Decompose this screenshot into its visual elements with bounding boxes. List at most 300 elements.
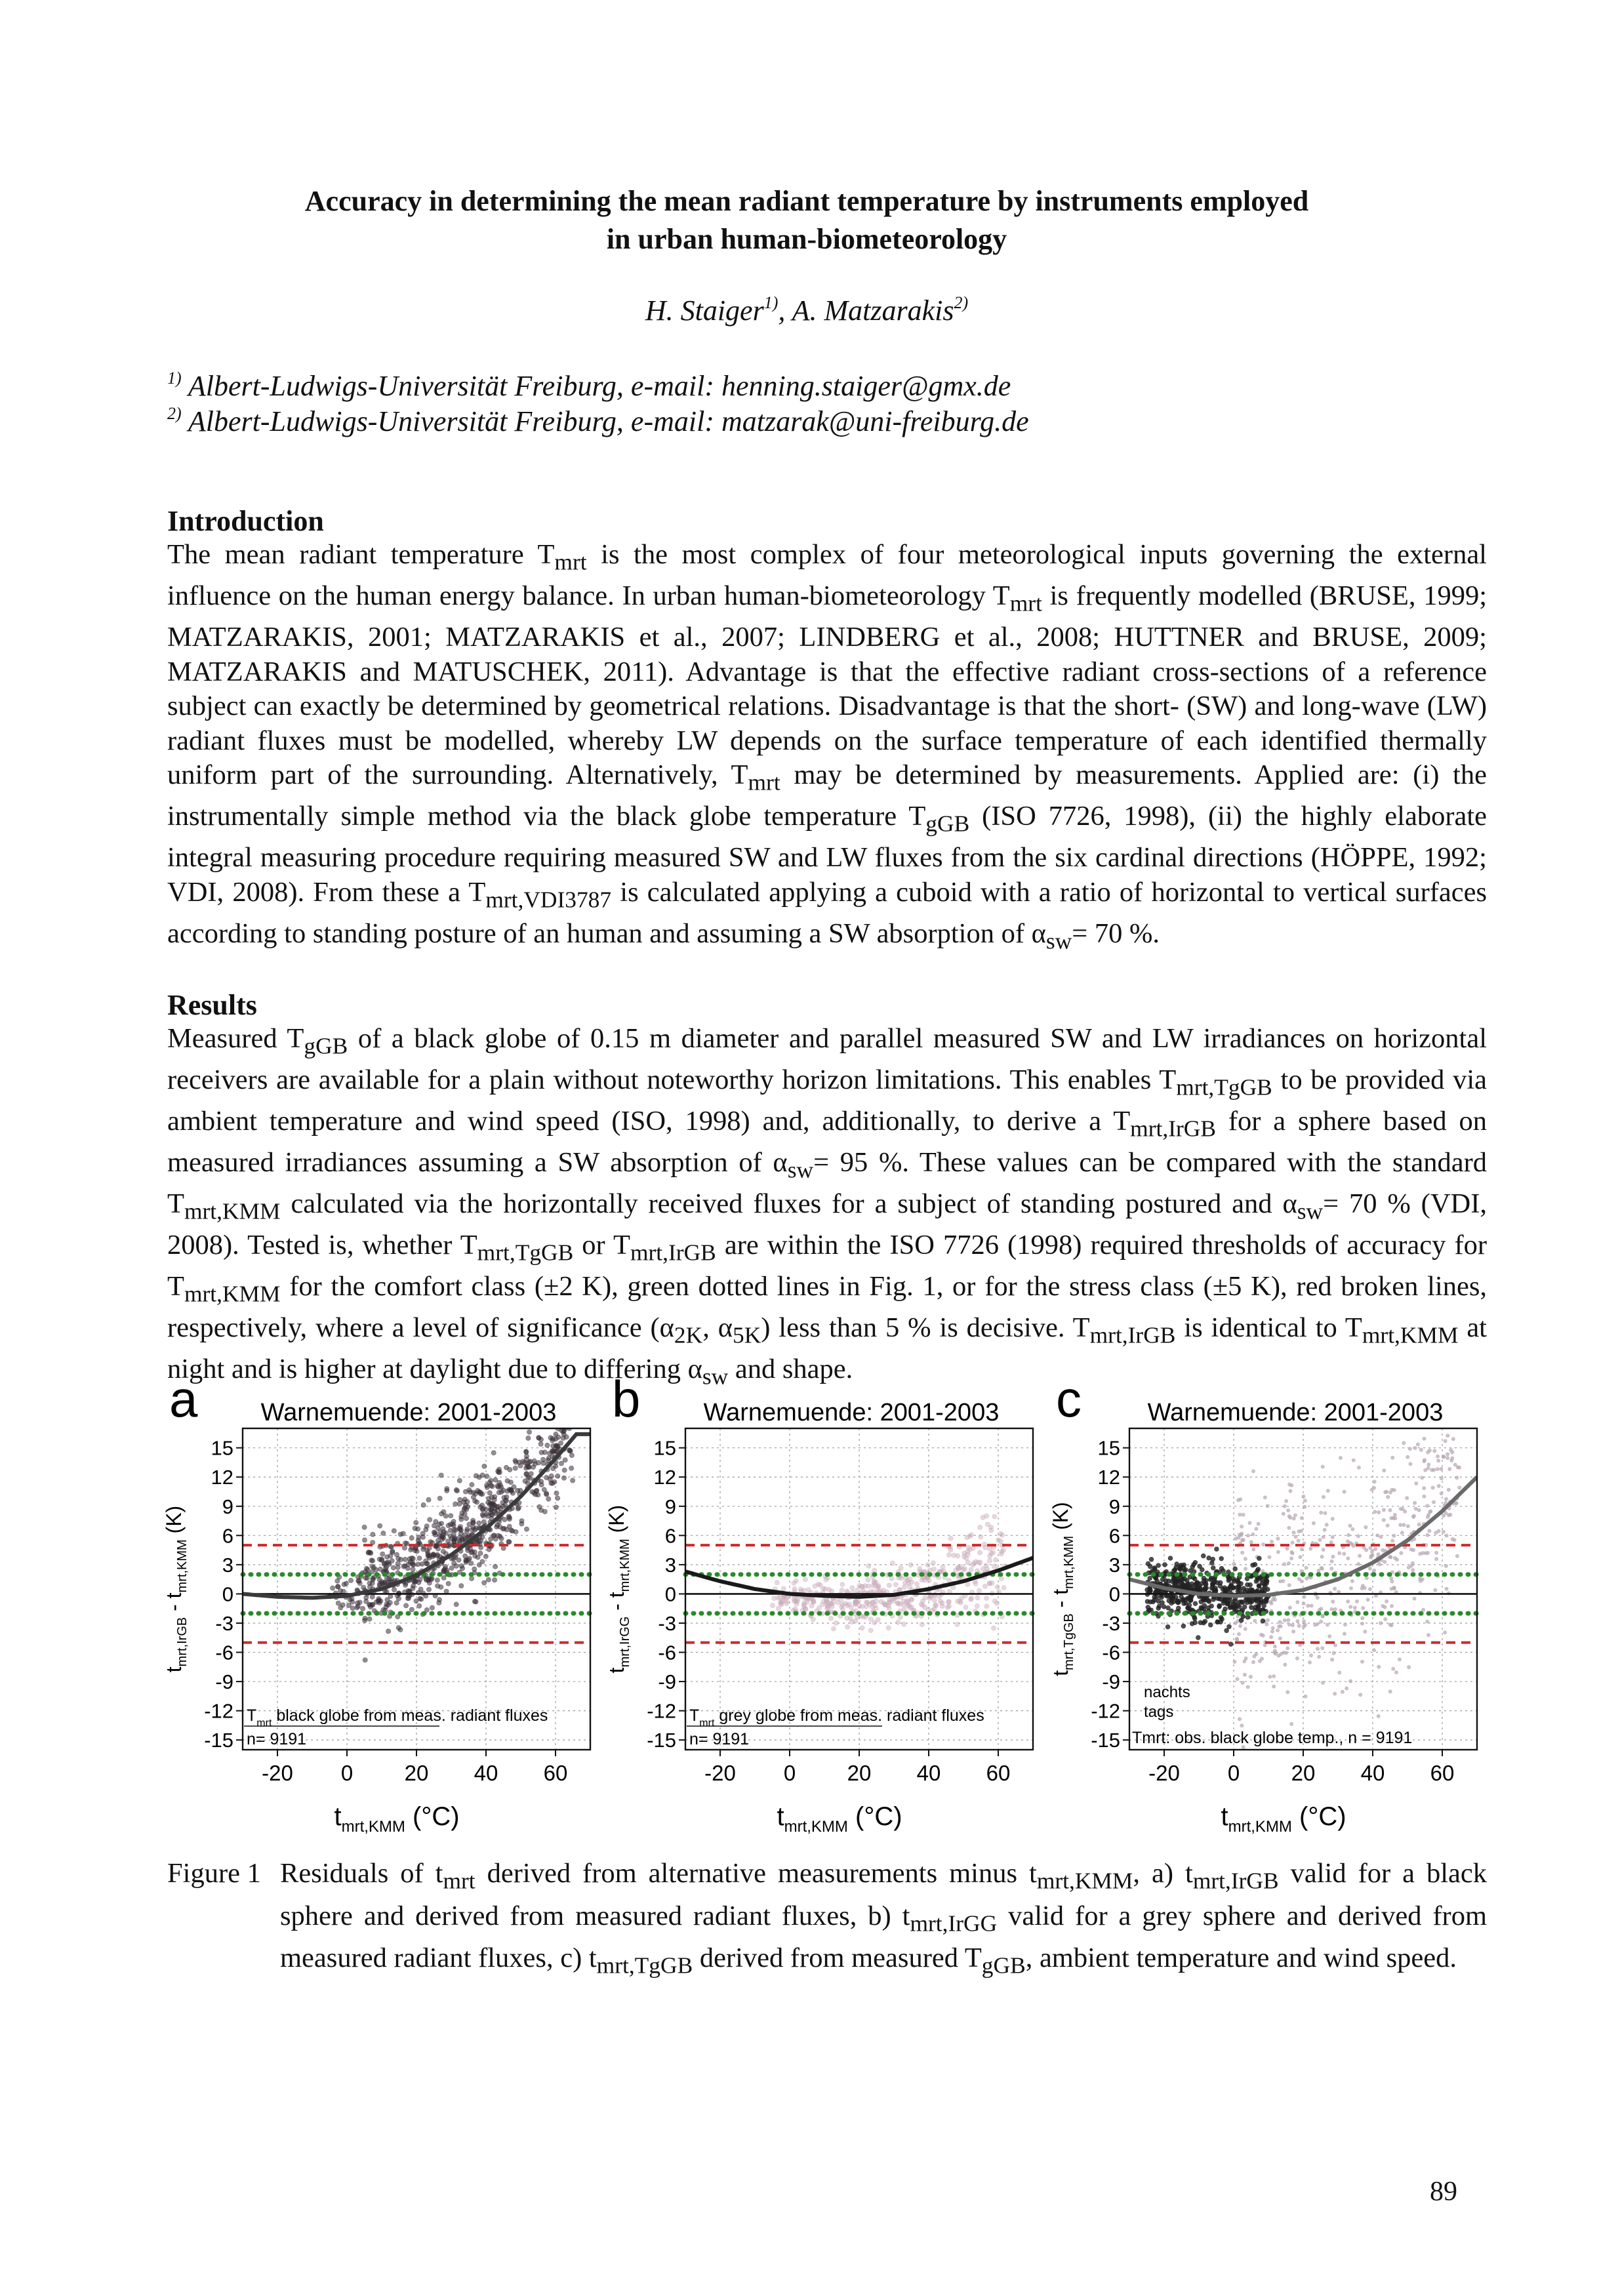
data-point xyxy=(561,1476,566,1480)
figure-caption-text: Residuals of $t_{mrt}$ derived from alternative measurements minus $t_{mrt,KMM}$, a) $t_{mrt,IrGB}$ valid for a black sphere and derived from measured radiant fluxes, b) $t_{mrt,IrGG}$ valid for a grey sphere and derived from measured radiant fluxes, c) $t_{mrt,TgGB}$ derived from measured $T_{gGB}$, ambient temperature and wind speed. xyxy=(280,1858,1488,1979)
data-point xyxy=(975,1596,980,1600)
data-point xyxy=(938,1599,942,1603)
data-point xyxy=(1203,1619,1207,1624)
data-point xyxy=(402,1546,407,1550)
data-point xyxy=(1294,1535,1297,1539)
data-point xyxy=(1320,1555,1324,1558)
author-line xyxy=(216,292,1397,329)
x-tick-label: 40 xyxy=(1360,1761,1385,1785)
data-point xyxy=(794,1579,798,1583)
n-label: n= 9191 xyxy=(689,1730,750,1748)
data-point xyxy=(380,1557,384,1561)
data-point xyxy=(1287,1561,1290,1565)
data-point xyxy=(896,1620,901,1624)
data-point xyxy=(1447,1514,1450,1517)
data-point xyxy=(965,1582,970,1586)
data-point xyxy=(1270,1540,1273,1543)
data-point xyxy=(1430,1468,1434,1472)
y-tick-label: -12 xyxy=(647,1699,676,1723)
data-point xyxy=(440,1535,445,1539)
data-point xyxy=(1149,1557,1154,1561)
data-point xyxy=(850,1586,855,1590)
data-point xyxy=(1451,1457,1454,1460)
data-point xyxy=(1200,1581,1204,1586)
data-point xyxy=(571,1406,575,1411)
data-point xyxy=(1233,1660,1236,1663)
y-tick-label: -9 xyxy=(215,1670,233,1694)
affiliation-2 xyxy=(167,404,1479,439)
data-point xyxy=(1246,1685,1249,1689)
data-point xyxy=(792,1586,797,1591)
data-point xyxy=(1364,1630,1367,1633)
data-point xyxy=(1345,1687,1348,1690)
data-point xyxy=(453,1537,457,1542)
data-point xyxy=(890,1561,895,1565)
x-tick-label: 60 xyxy=(986,1761,1011,1785)
data-point xyxy=(470,1482,474,1487)
fit-curve xyxy=(243,1434,590,1598)
data-point xyxy=(439,1473,443,1478)
data-point xyxy=(1333,1607,1337,1611)
data-point xyxy=(1321,1646,1324,1649)
data-point xyxy=(1440,1467,1443,1470)
data-point xyxy=(990,1581,994,1585)
data-point xyxy=(483,1507,488,1512)
data-point xyxy=(1308,1661,1311,1664)
y-tick-label: -6 xyxy=(1102,1641,1120,1664)
data-point xyxy=(1427,1466,1430,1470)
figure-caption xyxy=(167,1856,1487,1983)
data-point xyxy=(996,1538,1000,1542)
y-tick-label: 12 xyxy=(1097,1466,1120,1489)
data-point xyxy=(1379,1621,1383,1624)
figure-1 xyxy=(157,1356,1495,1855)
data-point xyxy=(569,1453,574,1458)
data-point xyxy=(435,1539,440,1543)
data-point xyxy=(415,1549,419,1554)
data-point xyxy=(1331,1600,1335,1603)
data-point xyxy=(536,1436,541,1440)
data-point xyxy=(1330,1560,1333,1563)
data-point xyxy=(1435,1551,1438,1554)
affiliation-1-text: Albert-Ludwigs-Universität Freiburg, e-mail: henning.staiger@gmx.de xyxy=(188,370,1011,402)
y-tick-label: -3 xyxy=(1102,1611,1120,1635)
data-point xyxy=(977,1588,981,1593)
data-point xyxy=(1306,1604,1310,1607)
y-tick-label: 9 xyxy=(222,1495,233,1518)
data-point xyxy=(1210,1582,1215,1586)
data-point xyxy=(443,1564,447,1569)
results-body xyxy=(167,1022,1487,1394)
data-point xyxy=(1231,1586,1236,1590)
data-point xyxy=(1343,1490,1346,1493)
data-point xyxy=(1248,1521,1251,1525)
data-point xyxy=(831,1626,836,1631)
data-point xyxy=(1002,1548,1006,1552)
y-tick-label: 0 xyxy=(1108,1582,1120,1606)
data-point xyxy=(1283,1504,1286,1508)
data-point xyxy=(363,1616,367,1621)
data-point xyxy=(476,1555,480,1560)
data-point xyxy=(564,1422,569,1426)
data-point xyxy=(1258,1659,1261,1662)
data-point xyxy=(1317,1569,1320,1572)
data-point xyxy=(378,1523,382,1528)
data-point xyxy=(550,1481,555,1485)
data-point xyxy=(426,1550,430,1555)
data-point xyxy=(1278,1637,1282,1640)
data-point xyxy=(883,1603,887,1607)
data-point xyxy=(1392,1534,1396,1537)
author-2: A. Matzarakis xyxy=(792,294,954,327)
data-point xyxy=(1423,1487,1426,1490)
data-point xyxy=(1291,1624,1294,1627)
data-point xyxy=(1351,1527,1354,1531)
data-point xyxy=(1287,1508,1290,1512)
data-point xyxy=(1228,1604,1233,1609)
data-point xyxy=(948,1548,953,1552)
data-point xyxy=(1343,1632,1346,1636)
data-point xyxy=(908,1563,913,1567)
data-point xyxy=(1148,1576,1152,1581)
data-point xyxy=(414,1599,418,1603)
data-point xyxy=(1376,1534,1379,1537)
data-point xyxy=(1457,1418,1461,1421)
data-point xyxy=(480,1492,485,1497)
data-point xyxy=(1392,1489,1396,1492)
data-point xyxy=(874,1599,878,1603)
data-point xyxy=(1186,1582,1190,1586)
data-point xyxy=(424,1559,428,1563)
panel-letter: b xyxy=(612,1370,641,1428)
data-point xyxy=(868,1617,873,1621)
data-point xyxy=(1278,1621,1282,1624)
data-point xyxy=(824,1602,828,1607)
data-point xyxy=(1180,1581,1184,1586)
data-point xyxy=(937,1594,941,1599)
data-point xyxy=(1235,1578,1240,1582)
data-point xyxy=(1287,1623,1291,1626)
data-point xyxy=(1282,1512,1285,1516)
data-point xyxy=(956,1599,960,1603)
data-point xyxy=(1193,1560,1198,1565)
data-point xyxy=(1290,1722,1293,1725)
y-tick-label: -9 xyxy=(658,1670,676,1694)
x-axis-label: $t_{mrt,KMM}$ (°C) xyxy=(334,1802,460,1836)
data-point xyxy=(1272,1674,1276,1678)
data-point xyxy=(513,1466,517,1470)
data-point xyxy=(1270,1630,1274,1633)
data-point xyxy=(1300,1548,1303,1551)
data-point xyxy=(554,1505,558,1510)
data-point xyxy=(570,1407,575,1411)
data-point xyxy=(551,1466,556,1471)
data-point xyxy=(1373,1480,1376,1483)
data-point xyxy=(973,1560,978,1564)
data-point xyxy=(518,1463,523,1468)
figure-caption-label: Figure 1 xyxy=(167,1858,261,1889)
data-point xyxy=(394,1552,399,1557)
chart-title: Warnemuende: 2001-2003 xyxy=(260,1399,557,1426)
data-point xyxy=(1333,1643,1337,1647)
data-point xyxy=(1230,1600,1234,1604)
data-point xyxy=(493,1564,498,1569)
data-point xyxy=(1283,1563,1286,1566)
data-point xyxy=(454,1602,458,1607)
data-point xyxy=(1356,1535,1360,1538)
data-point xyxy=(1343,1623,1346,1626)
data-point xyxy=(1217,1603,1222,1608)
data-point xyxy=(1316,1596,1319,1600)
data-point xyxy=(1433,1377,1436,1380)
data-point xyxy=(1276,1628,1280,1632)
data-point xyxy=(969,1598,973,1602)
data-point xyxy=(1304,1695,1307,1698)
data-point xyxy=(1239,1624,1242,1628)
data-point xyxy=(466,1548,470,1552)
data-point xyxy=(409,1607,414,1612)
data-point xyxy=(485,1485,489,1489)
data-point xyxy=(433,1531,437,1535)
data-point xyxy=(499,1490,504,1495)
data-point xyxy=(1352,1544,1355,1548)
annotation-night: nachts xyxy=(1144,1683,1190,1701)
data-point xyxy=(1364,1525,1367,1529)
data-point xyxy=(569,1466,574,1470)
data-point xyxy=(1349,1605,1352,1609)
data-point xyxy=(508,1467,512,1472)
data-point xyxy=(424,1578,429,1582)
data-point xyxy=(1305,1577,1308,1580)
data-point xyxy=(489,1537,493,1541)
data-point xyxy=(975,1603,979,1608)
data-point xyxy=(1227,1624,1232,1629)
panel-letter: c xyxy=(1056,1370,1082,1428)
data-point xyxy=(1360,1622,1364,1625)
data-point xyxy=(969,1533,974,1537)
data-point xyxy=(518,1488,523,1493)
data-point xyxy=(390,1558,394,1563)
data-point xyxy=(1399,1523,1402,1527)
data-point xyxy=(824,1577,828,1582)
data-point xyxy=(344,1581,348,1586)
data-point xyxy=(485,1474,489,1478)
data-point xyxy=(1321,1681,1324,1684)
y-tick-label: -15 xyxy=(204,1729,233,1752)
data-point xyxy=(1415,1481,1418,1485)
y-tick-label: -3 xyxy=(658,1611,676,1635)
data-point xyxy=(336,1584,340,1589)
data-point xyxy=(906,1579,910,1583)
chart-title: Warnemuende: 2001-2003 xyxy=(703,1399,1000,1426)
data-point xyxy=(1423,1460,1426,1463)
scatter-points xyxy=(327,1396,575,1662)
y-tick-label: -6 xyxy=(215,1641,233,1664)
data-point xyxy=(1427,1634,1430,1637)
data-point xyxy=(1326,1623,1329,1626)
data-point xyxy=(866,1584,871,1588)
data-point xyxy=(828,1616,833,1621)
x-tick-label: 0 xyxy=(340,1761,354,1785)
data-point xyxy=(1431,1486,1434,1489)
y-tick-label: 0 xyxy=(664,1582,676,1606)
data-point xyxy=(1361,1617,1364,1620)
data-point xyxy=(1292,1630,1295,1633)
data-point xyxy=(1198,1564,1202,1569)
data-point xyxy=(507,1524,512,1529)
data-point xyxy=(1177,1599,1181,1603)
data-point xyxy=(806,1588,811,1592)
data-point xyxy=(956,1565,960,1570)
x-tick-label: 40 xyxy=(474,1761,498,1785)
data-point xyxy=(1240,1533,1243,1537)
data-point xyxy=(1433,1449,1436,1453)
data-point xyxy=(1290,1557,1293,1560)
data-point xyxy=(1423,1495,1426,1498)
data-point xyxy=(1320,1607,1323,1611)
data-point xyxy=(1391,1539,1394,1542)
data-point xyxy=(1302,1602,1305,1605)
data-point xyxy=(1442,1455,1446,1459)
data-point xyxy=(1152,1565,1157,1570)
data-point xyxy=(365,1567,370,1572)
data-point xyxy=(381,1531,386,1535)
data-point xyxy=(1455,1392,1458,1395)
data-point xyxy=(554,1432,558,1436)
affiliation-2-mark: 2) xyxy=(167,404,182,423)
data-point xyxy=(925,1563,930,1567)
y-tick-label: 6 xyxy=(1108,1524,1120,1548)
data-point xyxy=(1263,1496,1266,1499)
y-tick-label: 15 xyxy=(211,1436,233,1460)
x-axis-label: $t_{mrt,KMM}$ (°C) xyxy=(1221,1802,1346,1836)
data-point xyxy=(1362,1606,1365,1609)
data-point xyxy=(428,1518,432,1522)
data-point xyxy=(1383,1560,1386,1563)
data-point xyxy=(552,1449,557,1453)
data-point xyxy=(984,1596,989,1600)
data-point xyxy=(825,1606,830,1611)
data-point xyxy=(1428,1529,1431,1533)
data-point xyxy=(995,1584,1000,1589)
data-point xyxy=(969,1567,973,1572)
data-point xyxy=(430,1605,434,1610)
data-point xyxy=(1198,1621,1203,1625)
data-point xyxy=(1436,1455,1440,1458)
data-point xyxy=(411,1567,415,1571)
data-point xyxy=(1391,1456,1394,1459)
data-point xyxy=(920,1603,925,1607)
data-point xyxy=(1236,1638,1239,1641)
data-point xyxy=(524,1449,529,1454)
data-point xyxy=(872,1580,876,1584)
data-point xyxy=(1180,1577,1184,1582)
data-point xyxy=(482,1581,487,1585)
data-point xyxy=(437,1522,441,1527)
data-point xyxy=(1251,1470,1255,1473)
data-point xyxy=(1238,1718,1241,1721)
data-point xyxy=(1292,1517,1295,1520)
data-point xyxy=(338,1588,342,1593)
data-point xyxy=(1200,1606,1204,1611)
data-point xyxy=(1388,1555,1392,1558)
data-point xyxy=(1427,1451,1430,1454)
data-point xyxy=(1406,1525,1409,1528)
data-point xyxy=(1400,1552,1403,1555)
data-point xyxy=(1233,1567,1238,1571)
data-point xyxy=(909,1598,914,1602)
data-point xyxy=(1426,1533,1429,1537)
author-1: H. Staiger xyxy=(645,294,764,327)
y-tick-label: 9 xyxy=(1108,1495,1120,1518)
data-point xyxy=(1457,1379,1461,1382)
y-tick-label: 0 xyxy=(222,1582,233,1606)
data-point xyxy=(1427,1513,1430,1516)
data-point xyxy=(426,1497,431,1502)
data-point xyxy=(1148,1600,1153,1604)
data-point xyxy=(1162,1605,1166,1609)
data-point xyxy=(994,1558,998,1562)
data-point xyxy=(1285,1651,1288,1655)
data-point xyxy=(1247,1598,1251,1603)
data-point xyxy=(1268,1675,1272,1678)
data-point xyxy=(1237,1632,1240,1636)
data-point xyxy=(368,1550,373,1555)
data-point xyxy=(1357,1466,1360,1469)
data-point xyxy=(1286,1691,1289,1694)
y-axis-label: $t_{mrt,IrGG} - t_{mrt,KMM}$ (K) xyxy=(605,1504,632,1674)
data-point xyxy=(1318,1539,1322,1542)
data-point xyxy=(495,1525,499,1529)
data-point xyxy=(340,1603,345,1607)
data-point xyxy=(502,1517,507,1521)
data-point xyxy=(459,1517,464,1521)
data-point xyxy=(845,1616,849,1621)
data-point xyxy=(1248,1588,1253,1592)
data-point xyxy=(1273,1645,1276,1648)
data-point xyxy=(1276,1537,1280,1541)
data-point xyxy=(1383,1605,1386,1609)
data-point xyxy=(1237,1585,1242,1590)
data-point xyxy=(551,1443,556,1448)
data-point xyxy=(1209,1577,1213,1582)
data-point xyxy=(1409,1462,1412,1466)
data-point xyxy=(834,1621,838,1625)
data-point xyxy=(1400,1531,1404,1535)
data-point xyxy=(336,1601,340,1605)
data-point xyxy=(1286,1647,1289,1650)
data-point xyxy=(1322,1535,1325,1539)
data-point xyxy=(367,1617,372,1621)
data-point xyxy=(1355,1600,1358,1603)
data-point xyxy=(1347,1533,1350,1537)
data-point xyxy=(902,1622,906,1626)
data-point xyxy=(507,1540,512,1544)
data-point xyxy=(1449,1449,1453,1452)
data-point xyxy=(459,1584,464,1588)
data-point xyxy=(1390,1604,1393,1607)
data-point xyxy=(493,1495,497,1499)
data-point xyxy=(1331,1658,1334,1661)
data-point xyxy=(482,1464,487,1468)
data-point xyxy=(781,1586,786,1591)
data-point xyxy=(544,1475,549,1480)
data-point xyxy=(1219,1566,1224,1571)
data-point xyxy=(1426,1620,1429,1623)
data-point xyxy=(1323,1528,1326,1531)
data-point xyxy=(1377,1665,1381,1668)
data-point xyxy=(1349,1680,1352,1683)
